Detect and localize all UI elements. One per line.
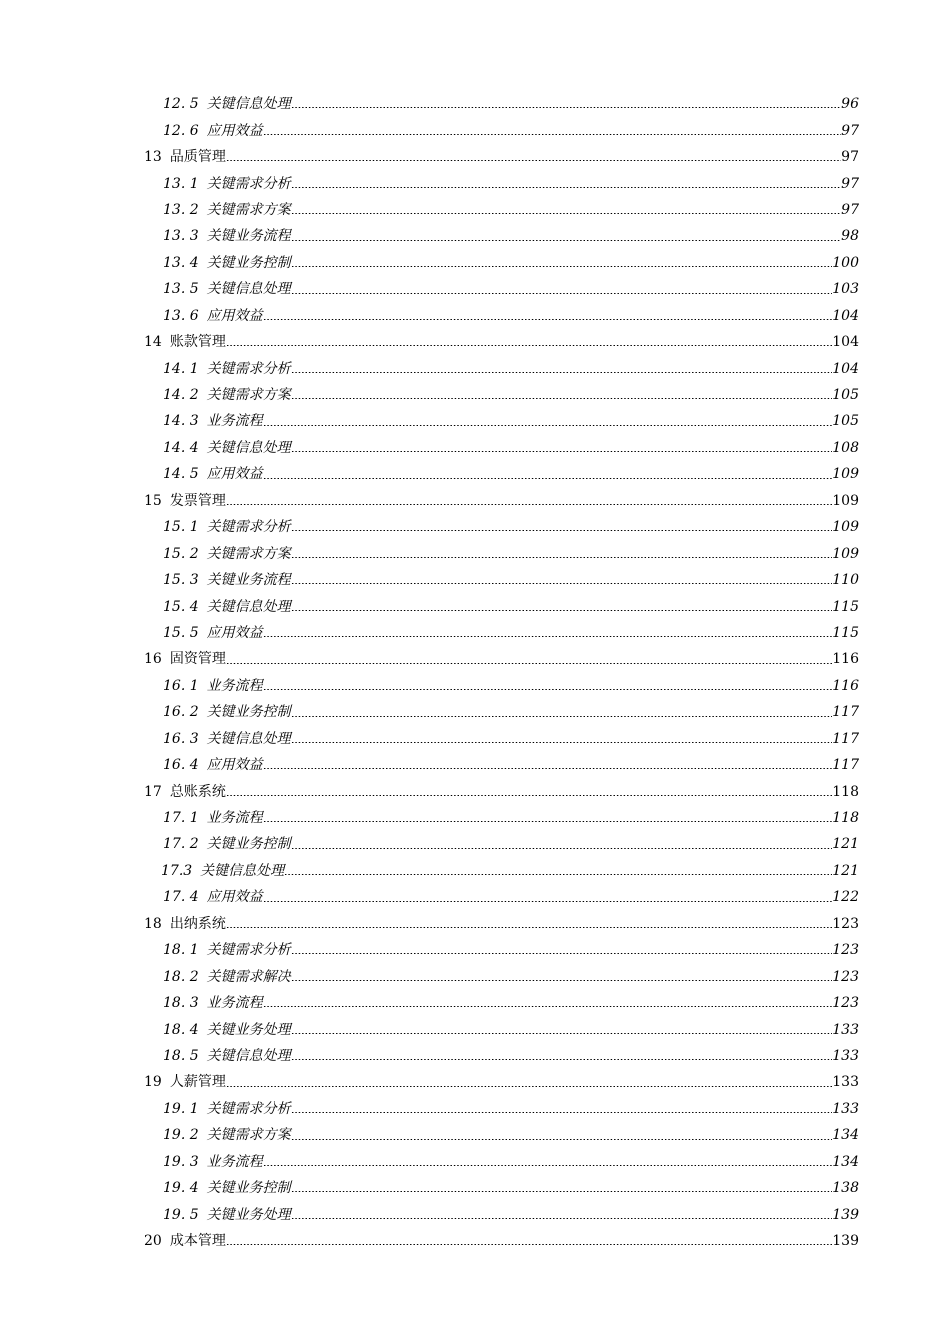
toc-entry-heading (163, 382, 291, 408)
toc-entry-title: 应用效益 (206, 757, 263, 774)
dot-leader (226, 663, 832, 664)
dot-leader (263, 821, 833, 822)
toc-section-entry[interactable] (0, 382, 950, 408)
toc-section-entry[interactable] (0, 858, 950, 884)
dot-leader (291, 583, 833, 584)
toc-entry-page-number: 97 (841, 149, 859, 166)
toc-chapter-entry[interactable] (0, 1228, 950, 1254)
toc-entry-heading (144, 488, 226, 514)
dot-leader (263, 768, 833, 769)
toc-entry-number: 13. 5 (163, 281, 199, 298)
toc-entry-title: 关键业务流程 (206, 572, 291, 589)
toc-entry-heading (163, 1175, 291, 1201)
toc-entry-heading (144, 1069, 226, 1095)
toc-chapter-entry[interactable] (0, 646, 950, 672)
toc-entry-number: 18. 5 (163, 1047, 199, 1064)
toc-entry-heading (163, 1122, 291, 1148)
dot-leader (291, 213, 842, 214)
toc-entry-heading (163, 435, 291, 461)
toc-entry-number: 13. 6 (163, 307, 199, 324)
toc-entry-number: 17. 2 (163, 836, 199, 853)
table-of-contents (0, 91, 950, 1254)
toc-entry-number: 15. 4 (163, 598, 199, 615)
dot-leader (291, 187, 842, 188)
toc-entry-heading (163, 171, 291, 197)
toc-entry-number: 13. 2 (163, 201, 199, 218)
toc-entry-title: 应用效益 (206, 307, 263, 324)
dot-leader (263, 134, 842, 135)
toc-entry-title: 关键需求分析 (206, 360, 291, 377)
toc-entry-number: 16. 4 (163, 757, 199, 774)
toc-entry-title: 应用效益 (206, 122, 263, 139)
toc-entry-number: 17.3 (161, 862, 193, 879)
toc-entry-number: 15. 5 (163, 624, 199, 641)
toc-entry-number: 16. 1 (163, 677, 199, 694)
dot-leader (263, 1165, 833, 1166)
dot-leader (291, 1191, 833, 1192)
toc-chapter-entry[interactable] (0, 1069, 950, 1095)
toc-entry-number: 13. 1 (163, 175, 199, 192)
dot-leader (291, 742, 833, 743)
toc-entry-title: 固资管理 (169, 651, 226, 668)
dot-leader (291, 980, 833, 981)
toc-section-entry[interactable] (0, 355, 950, 381)
toc-entry-page-number: 123 (832, 915, 859, 932)
toc-entry-number: 18. 3 (163, 995, 199, 1012)
dot-leader (291, 716, 833, 717)
toc-section-entry[interactable] (0, 197, 950, 223)
toc-entry-page-number: 139 (832, 1233, 859, 1250)
dot-leader (263, 636, 833, 637)
toc-entry-number: 14. 2 (163, 387, 199, 404)
toc-entry-number: 14. 4 (163, 439, 199, 456)
toc-entry-page-number: 116 (832, 677, 859, 694)
dot-leader (263, 1006, 833, 1007)
toc-entry-title: 关键需求分析 (206, 519, 291, 536)
dot-leader (291, 1112, 833, 1113)
toc-section-entry[interactable] (0, 805, 950, 831)
dot-leader (291, 372, 833, 373)
toc-entry-heading (163, 118, 263, 144)
toc-entry-heading (163, 884, 263, 910)
toc-entry-title: 业务流程 (206, 810, 263, 827)
toc-entry-page-number: 116 (832, 651, 859, 668)
toc-section-entry[interactable] (0, 831, 950, 857)
toc-entry-title: 业务流程 (206, 1153, 263, 1170)
toc-section-entry[interactable] (0, 567, 950, 593)
toc-entry-page-number: 103 (832, 281, 859, 298)
toc-section-entry[interactable] (0, 1122, 950, 1148)
toc-entry-page-number: 109 (832, 492, 859, 509)
dot-leader (263, 901, 833, 902)
toc-entry-number: 18. 1 (163, 942, 199, 959)
toc-section-entry[interactable] (0, 1016, 950, 1042)
toc-entry-heading (144, 646, 226, 672)
toc-entry-heading (163, 514, 291, 540)
toc-entry-title: 业务流程 (206, 413, 263, 430)
toc-entry-title: 发票管理 (169, 492, 226, 509)
toc-section-entry[interactable] (0, 593, 950, 619)
toc-entry-page-number: 115 (832, 598, 859, 615)
toc-entry-number: 19. 5 (163, 1206, 199, 1223)
toc-entry-number: 16 (144, 651, 162, 668)
toc-entry-page-number: 133 (832, 1047, 859, 1064)
toc-entry-page-number: 109 (832, 519, 859, 536)
toc-section-entry[interactable] (0, 673, 950, 699)
toc-entry-heading (163, 990, 263, 1016)
toc-section-entry[interactable] (0, 752, 950, 778)
toc-section-entry[interactable] (0, 1096, 950, 1122)
toc-section-entry[interactable] (0, 435, 950, 461)
toc-entry-page-number: 122 (832, 889, 859, 906)
toc-chapter-entry[interactable] (0, 144, 950, 170)
toc-entry-heading (163, 250, 291, 276)
dot-leader (226, 345, 832, 346)
toc-entry-number: 20 (144, 1233, 162, 1250)
toc-entry-heading (163, 408, 263, 434)
toc-entry-heading (163, 937, 291, 963)
toc-entry-number: 14. 3 (163, 413, 199, 430)
toc-entry-number: 13. 4 (163, 254, 199, 271)
dot-leader (226, 927, 832, 928)
toc-entry-title: 成本管理 (169, 1233, 226, 1250)
dot-leader (226, 160, 841, 161)
toc-entry-page-number: 109 (832, 466, 859, 483)
toc-entry-page-number: 138 (832, 1180, 859, 1197)
toc-entry-heading (163, 1043, 291, 1069)
toc-entry-number: 13. 3 (163, 228, 199, 245)
toc-entry-heading (163, 699, 291, 725)
dot-leader (291, 240, 842, 241)
toc-entry-heading (163, 1017, 291, 1043)
toc-entry-page-number: 123 (832, 995, 859, 1012)
toc-entry-heading (163, 752, 263, 778)
toc-entry-number: 13 (144, 149, 162, 166)
toc-entry-title: 关键需求分析 (206, 1100, 291, 1117)
toc-entry-title: 关键信息处理 (206, 281, 291, 298)
toc-entry-title: 出纳系统 (169, 915, 226, 932)
toc-entry-heading (163, 223, 291, 249)
toc-entry-heading (163, 594, 291, 620)
toc-entry-number: 12. 5 (163, 96, 199, 113)
toc-section-entry[interactable] (0, 884, 950, 910)
toc-section-entry[interactable] (0, 276, 950, 302)
toc-section-entry[interactable] (0, 91, 950, 117)
toc-entry-number: 19. 3 (163, 1153, 199, 1170)
dot-leader (263, 425, 833, 426)
toc-entry-title: 人薪管理 (169, 1074, 226, 1091)
toc-entry-title: 应用效益 (206, 624, 263, 641)
dot-leader (263, 478, 833, 479)
toc-entry-number: 17. 1 (163, 810, 199, 827)
toc-entry-heading (144, 144, 226, 170)
toc-entry-title: 总账系统 (169, 783, 226, 800)
dot-leader (291, 953, 833, 954)
toc-section-entry[interactable] (0, 170, 950, 196)
toc-entry-number: 19. 1 (163, 1100, 199, 1117)
toc-entry-number: 14 (144, 334, 162, 351)
toc-section-entry[interactable] (0, 250, 950, 276)
toc-entry-title: 应用效益 (206, 466, 263, 483)
dot-leader (263, 689, 833, 690)
dot-leader (263, 319, 833, 320)
toc-entry-page-number: 105 (832, 387, 859, 404)
toc-entry-page-number: 118 (832, 810, 859, 827)
toc-entry-title: 应用效益 (206, 889, 263, 906)
toc-entry-heading (161, 858, 284, 884)
toc-entry-page-number: 100 (832, 254, 859, 271)
toc-section-entry[interactable] (0, 540, 950, 566)
toc-entry-number: 19. 2 (163, 1127, 199, 1144)
toc-section-entry[interactable] (0, 937, 950, 963)
toc-entry-page-number: 139 (832, 1206, 859, 1223)
toc-entry-number: 17. 4 (163, 889, 199, 906)
toc-entry-page-number: 133 (832, 1100, 859, 1117)
toc-entry-title: 关键需求解决 (206, 968, 291, 985)
toc-entry-title: 业务流程 (206, 995, 263, 1012)
toc-entry-heading (144, 329, 226, 355)
toc-entry-page-number: 134 (832, 1153, 859, 1170)
toc-entry-heading (163, 1149, 263, 1175)
toc-entry-title: 关键信息处理 (200, 862, 285, 879)
toc-entry-heading (163, 620, 263, 646)
toc-section-entry[interactable] (0, 963, 950, 989)
toc-entry-number: 16. 2 (163, 704, 199, 721)
dot-leader (291, 398, 833, 399)
toc-entry-title: 关键需求方案 (206, 201, 291, 218)
toc-entry-heading (163, 567, 291, 593)
dot-leader (291, 1059, 833, 1060)
toc-entry-page-number: 133 (832, 1074, 859, 1091)
toc-entry-number: 14. 5 (163, 466, 199, 483)
toc-entry-number: 17 (144, 783, 162, 800)
toc-entry-heading (163, 303, 263, 329)
toc-entry-title: 关键需求方案 (206, 387, 291, 404)
toc-entry-page-number: 97 (841, 175, 859, 192)
toc-entry-page-number: 109 (832, 545, 859, 562)
dot-leader (291, 557, 833, 558)
toc-entry-number: 18. 2 (163, 968, 199, 985)
toc-chapter-entry[interactable] (0, 329, 950, 355)
dot-leader (291, 293, 833, 294)
toc-entry-title: 关键信息处理 (206, 730, 291, 747)
toc-section-entry[interactable] (0, 223, 950, 249)
toc-entry-heading (163, 461, 263, 487)
toc-section-entry[interactable] (0, 1175, 950, 1201)
toc-entry-title: 关键业务处理 (206, 1206, 291, 1223)
toc-entry-title: 关键业务流程 (206, 228, 291, 245)
toc-entry-title: 关键信息处理 (206, 598, 291, 615)
toc-chapter-entry[interactable] (0, 488, 950, 514)
toc-entry-title: 关键信息处理 (206, 1047, 291, 1064)
toc-entry-heading (163, 1202, 291, 1228)
dot-leader (291, 266, 833, 267)
toc-entry-heading (163, 726, 291, 752)
dot-leader (226, 1244, 832, 1245)
toc-entry-title: 关键需求方案 (206, 1127, 291, 1144)
toc-entry-heading (163, 831, 291, 857)
toc-entry-title: 关键需求分析 (206, 175, 291, 192)
toc-entry-number: 18. 4 (163, 1021, 199, 1038)
toc-entry-page-number: 115 (832, 624, 859, 641)
toc-entry-title: 关键业务处理 (206, 1021, 291, 1038)
toc-entry-page-number: 133 (832, 1021, 859, 1038)
toc-section-entry[interactable] (0, 117, 950, 143)
toc-section-entry[interactable] (0, 514, 950, 540)
toc-entry-page-number: 117 (832, 730, 859, 747)
toc-entry-number: 15. 2 (163, 545, 199, 562)
toc-entry-number: 19. 4 (163, 1180, 199, 1197)
dot-leader (291, 107, 842, 108)
toc-section-entry[interactable] (0, 620, 950, 646)
toc-section-entry[interactable] (0, 990, 950, 1016)
dot-leader (291, 1139, 833, 1140)
dot-leader (226, 795, 832, 796)
toc-entry-title: 关键业务控制 (206, 836, 291, 853)
toc-entry-heading (163, 1096, 291, 1122)
toc-section-entry[interactable] (0, 1043, 950, 1069)
toc-entry-number: 16. 3 (163, 730, 199, 747)
toc-section-entry[interactable] (0, 726, 950, 752)
toc-entry-title: 品质管理 (169, 149, 226, 166)
dot-leader (291, 451, 833, 452)
dot-leader (284, 874, 832, 875)
dot-leader (291, 848, 833, 849)
toc-entry-page-number: 105 (832, 413, 859, 430)
toc-entry-page-number: 98 (841, 228, 859, 245)
toc-entry-heading (144, 779, 226, 805)
toc-entry-heading (163, 541, 291, 567)
dot-leader (291, 530, 833, 531)
toc-entry-number: 19 (144, 1074, 162, 1091)
toc-entry-page-number: 117 (832, 704, 859, 721)
toc-entry-heading (163, 673, 263, 699)
toc-entry-number: 14. 1 (163, 360, 199, 377)
toc-entry-page-number: 121 (832, 862, 859, 879)
toc-entry-page-number: 118 (832, 783, 859, 800)
dot-leader (226, 1086, 832, 1087)
toc-chapter-entry[interactable] (0, 778, 950, 804)
toc-entry-title: 关键业务控制 (206, 254, 291, 271)
toc-entry-page-number: 104 (832, 307, 859, 324)
toc-entry-title: 关键业务控制 (206, 1180, 291, 1197)
toc-entry-title: 账款管理 (169, 334, 226, 351)
toc-entry-page-number: 134 (832, 1127, 859, 1144)
toc-entry-page-number: 108 (832, 439, 859, 456)
toc-entry-page-number: 104 (832, 360, 859, 377)
toc-entry-title: 关键业务控制 (206, 704, 291, 721)
toc-entry-page-number: 110 (832, 572, 859, 589)
toc-entry-number: 18 (144, 915, 162, 932)
toc-entry-title: 关键需求方案 (206, 545, 291, 562)
dot-leader (291, 610, 833, 611)
toc-entry-page-number: 97 (841, 122, 859, 139)
dot-leader (291, 1033, 833, 1034)
toc-entry-number: 15. 3 (163, 572, 199, 589)
toc-entry-page-number: 121 (832, 836, 859, 853)
toc-entry-title: 关键信息处理 (206, 439, 291, 456)
toc-entry-page-number: 117 (832, 757, 859, 774)
toc-entry-number: 12. 6 (163, 122, 199, 139)
toc-section-entry[interactable] (0, 1149, 950, 1175)
toc-section-entry[interactable] (0, 408, 950, 434)
toc-entry-heading (144, 1228, 226, 1254)
toc-entry-heading (163, 805, 263, 831)
toc-entry-page-number: 123 (832, 968, 859, 985)
toc-section-entry[interactable] (0, 303, 950, 329)
toc-entry-heading (163, 276, 291, 302)
toc-entry-heading (163, 964, 291, 990)
toc-entry-heading (163, 356, 291, 382)
toc-entry-heading (144, 911, 226, 937)
toc-section-entry[interactable] (0, 1201, 950, 1227)
toc-entry-heading (163, 197, 291, 223)
toc-entry-title: 关键需求分析 (206, 942, 291, 959)
toc-entry-heading (163, 91, 291, 117)
toc-chapter-entry[interactable] (0, 911, 950, 937)
toc-section-entry[interactable] (0, 461, 950, 487)
toc-entry-number: 15 (144, 492, 162, 509)
toc-entry-page-number: 96 (841, 96, 859, 113)
toc-entry-title: 业务流程 (206, 677, 263, 694)
toc-entry-number: 15. 1 (163, 519, 199, 536)
dot-leader (291, 1218, 833, 1219)
toc-entry-page-number: 123 (832, 942, 859, 959)
toc-entry-page-number: 97 (841, 201, 859, 218)
toc-section-entry[interactable] (0, 699, 950, 725)
toc-entry-page-number: 104 (832, 334, 859, 351)
dot-leader (226, 504, 832, 505)
toc-entry-title: 关键信息处理 (206, 96, 291, 113)
